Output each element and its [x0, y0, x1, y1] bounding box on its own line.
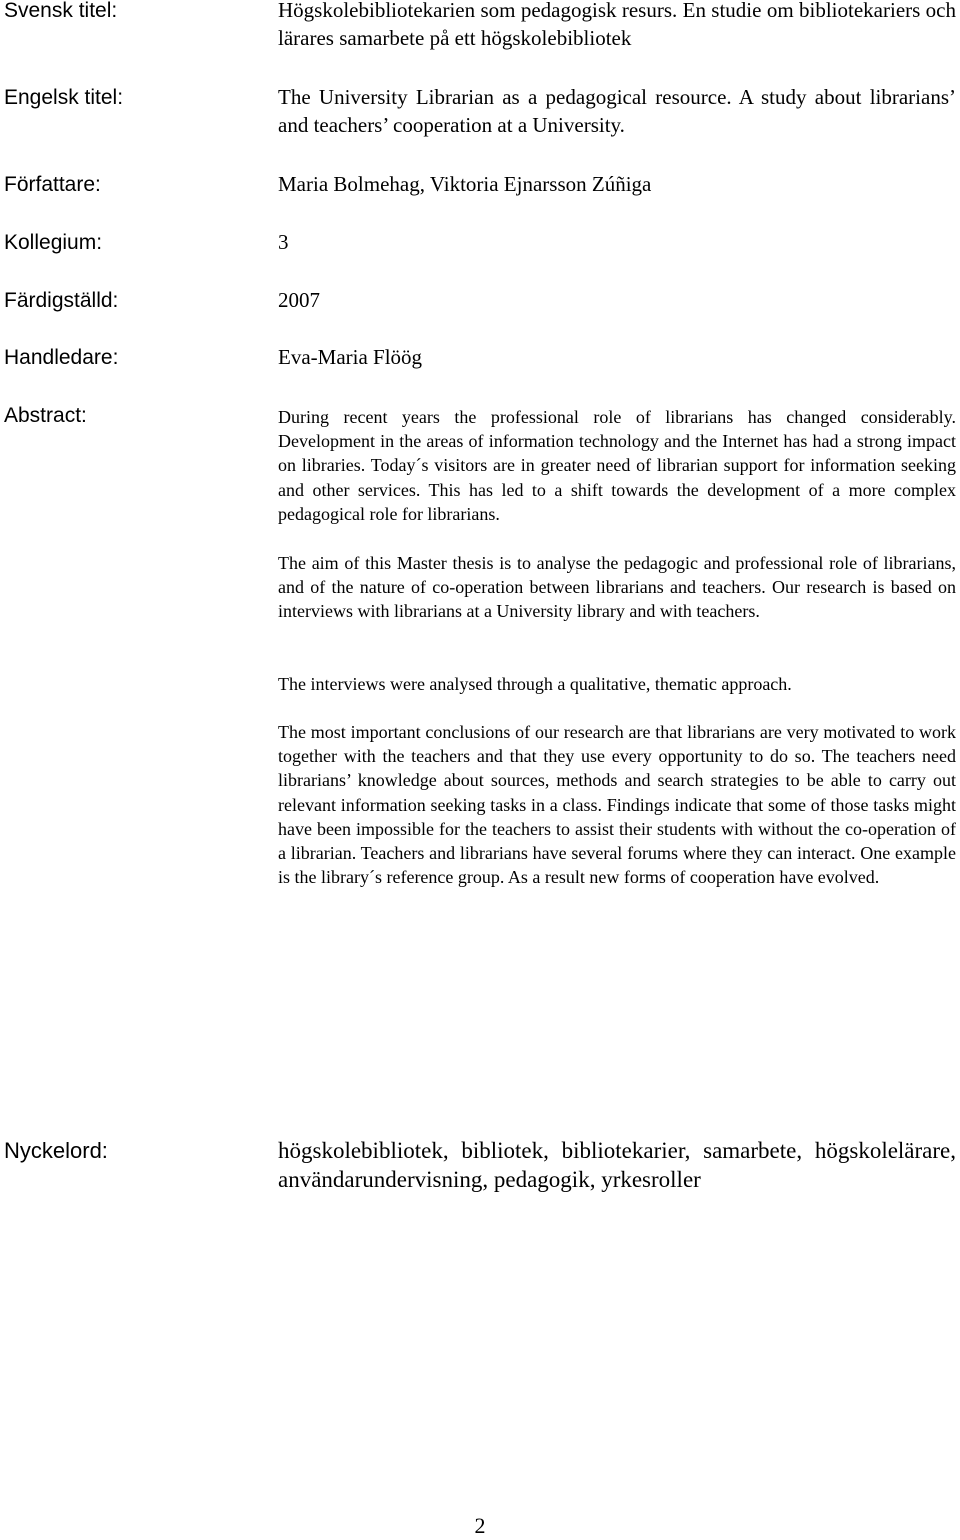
keywords-value: högskolebibliotek, bibliotek, bibliotekarier, samarbete, högskolelärare, användarundervisning, pedagogik, yrkesroller: [278, 1138, 956, 1192]
authors-value: Maria Bolmehag, Viktoria Ejnarsson Zúñiga: [278, 172, 652, 196]
completed-value: 2007: [278, 288, 320, 312]
keywords-label: Nyckelord:: [4, 1138, 108, 1163]
abstract-label: Abstract:: [4, 404, 87, 427]
abstract-paragraph: The aim of this Master thesis is to analyse the pedagogic and professional role of librarians, and of the nature of co-operation between librarians and teachers. Our research is based on interviews with librarians at a University library and with teachers.: [278, 553, 956, 622]
english-title-label: Engelsk titel:: [4, 86, 124, 109]
page-number: 2: [474, 1513, 486, 1538]
english-title-value: The University Librarian as a pedagogical resource. A study about librarians’ and teachers’ cooperation at a University.: [278, 85, 956, 137]
swedish-title-label: Svensk titel:: [4, 0, 118, 22]
authors-label: Författare:: [4, 173, 101, 196]
supervisor-label: Handledare:: [4, 346, 119, 369]
swedish-title-value: Högskolebibliotekarien som pedagogisk resurs. En studie om bibliotekariers och lärares samarbete på ett högskolebibliotek: [278, 0, 956, 50]
completed-label: Färdigställd:: [4, 289, 119, 312]
abstract-paragraph: The most important conclusions of our research are that librarians are very motivated to work together with the teachers and that they use every opportunity to do so. The teachers need librarians’ knowledge about sources, methods and search strategies to be able to carry out relevant information seeking tasks in a class. Findings indicate that some of those tasks might have been impossible for the teachers to assist their students with without the co-operation of a librarian. Teachers and librarians have several forums where they can interact. One example is the library´s reference group. As a result new forms of cooperation have evolved.: [278, 722, 956, 888]
abstract-paragraph: The interviews were analysed through a qualitative, thematic approach.: [278, 674, 792, 694]
abstract-paragraph: During recent years the professional role of librarians has changed considerably. Development in the areas of information technology and the Internet has had a strong impact on libraries. Today´s visitors are in greater need of librarian support for information seeking and other services. This has led to a shift towards the development of a more complex pedagogical role for librarians.: [278, 407, 956, 524]
kollegium-value: 3: [278, 230, 289, 254]
kollegium-label: Kollegium:: [4, 231, 103, 254]
supervisor-value: Eva-Maria Flöög: [278, 345, 423, 369]
